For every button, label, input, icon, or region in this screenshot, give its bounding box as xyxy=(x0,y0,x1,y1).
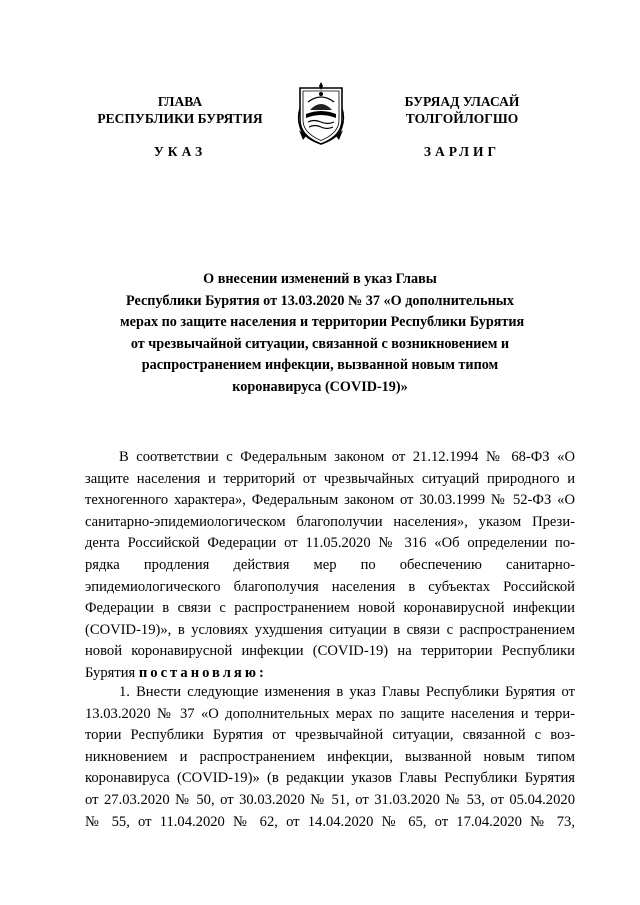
paragraph-line: защите населения и территорий от чрезвычайных ситуаций природного и xyxy=(85,470,575,487)
title-line: О внесении изменений в указ Главы xyxy=(203,271,437,287)
paragraph-line: 13.03.2020 № 37 «О дополнительных мерах по защите населения и терри- xyxy=(85,705,575,722)
decree-prefix: Бурятия xyxy=(85,664,139,681)
paragraph-line: (COVID-19)», в условиях ухудшения ситуации в связи с распространением xyxy=(85,621,575,638)
paragraph-line: никновением и распространением инфекции, вызванной новым типом xyxy=(85,748,575,765)
title-line: от чрезвычайной ситуации, связанной с возникновением и xyxy=(130,335,510,352)
paragraph-line: № 55, от 11.04.2020 № 62, от 14.04.2020 № 65, от 17.04.2020 № 73, xyxy=(85,813,575,830)
decree-verb: постановляю: xyxy=(138,664,267,681)
paragraph-line: рядка продления действия мер по обеспечению санитарно- xyxy=(85,556,575,573)
title-line: мерах по защите населения и территории Республики Бурятия xyxy=(120,314,525,331)
decree-label-ru: УКАЗ xyxy=(153,144,207,159)
document-title xyxy=(120,269,525,399)
header-left xyxy=(80,93,280,127)
decree-label-bua: ЗАРЛИГ xyxy=(423,144,501,159)
header-left-subtitle: РЕСПУБЛИКИ БУРЯТИЯ xyxy=(97,111,263,126)
header-left-title: ГЛАВА xyxy=(157,94,203,109)
clause-1-paragraph xyxy=(85,682,575,833)
header-right-subtitle: ТОЛГОЙЛОГШО xyxy=(405,111,519,126)
paragraph-line: техногенного характера», Федеральным законом от 30.03.1999 № 52-ФЗ «О xyxy=(85,492,575,509)
title-line: Республики Бурятия от 13.03.2020 № 37 «О дополнительных xyxy=(126,292,514,309)
paragraph-line: санитарно-эпидемиологическом благополучии населения», указом Прези- xyxy=(85,513,575,530)
buryatia-coat-of-arms-icon xyxy=(296,80,346,146)
paragraph-line: новой коронавирусной инфекции (COVID-19) на территории Республики xyxy=(85,643,575,660)
paragraph-line: В соответствии с Федеральным законом от 21.12.1994 № 68-ФЗ «О xyxy=(119,449,575,465)
header-right xyxy=(362,93,562,127)
preamble-paragraph xyxy=(85,447,575,685)
paragraph-line: эпидемиологического благополучия населения в субъектах Российской xyxy=(85,578,575,595)
paragraph-line: Федерации в связи с распространением новой коронавирусной инфекции xyxy=(85,600,575,617)
paragraph-line: коронавируса (COVID-19)» (в редакции указов Главы Республики Бурятия xyxy=(85,770,575,787)
header-right-title: БУРЯАД УЛАСАЙ xyxy=(404,94,520,109)
paragraph-line: от 27.03.2020 № 50, от 30.03.2020 № 51, от 31.03.2020 № 53, от 05.04.2020 xyxy=(85,791,575,808)
paragraph-line: 1. Внести следующие изменения в указ Главы Республики Бурятия от xyxy=(119,684,575,700)
paragraph-line: тории Республики Бурятия от чрезвычайной ситуации, связанной с воз- xyxy=(85,727,575,744)
title-line: коронавируса (COVID-19)» xyxy=(232,378,408,395)
paragraph-line: дента Российской Федерации от 11.05.2020 № 316 «Об определении по- xyxy=(85,535,575,552)
title-line: распространением инфекции, вызванной новым типом xyxy=(141,357,499,374)
